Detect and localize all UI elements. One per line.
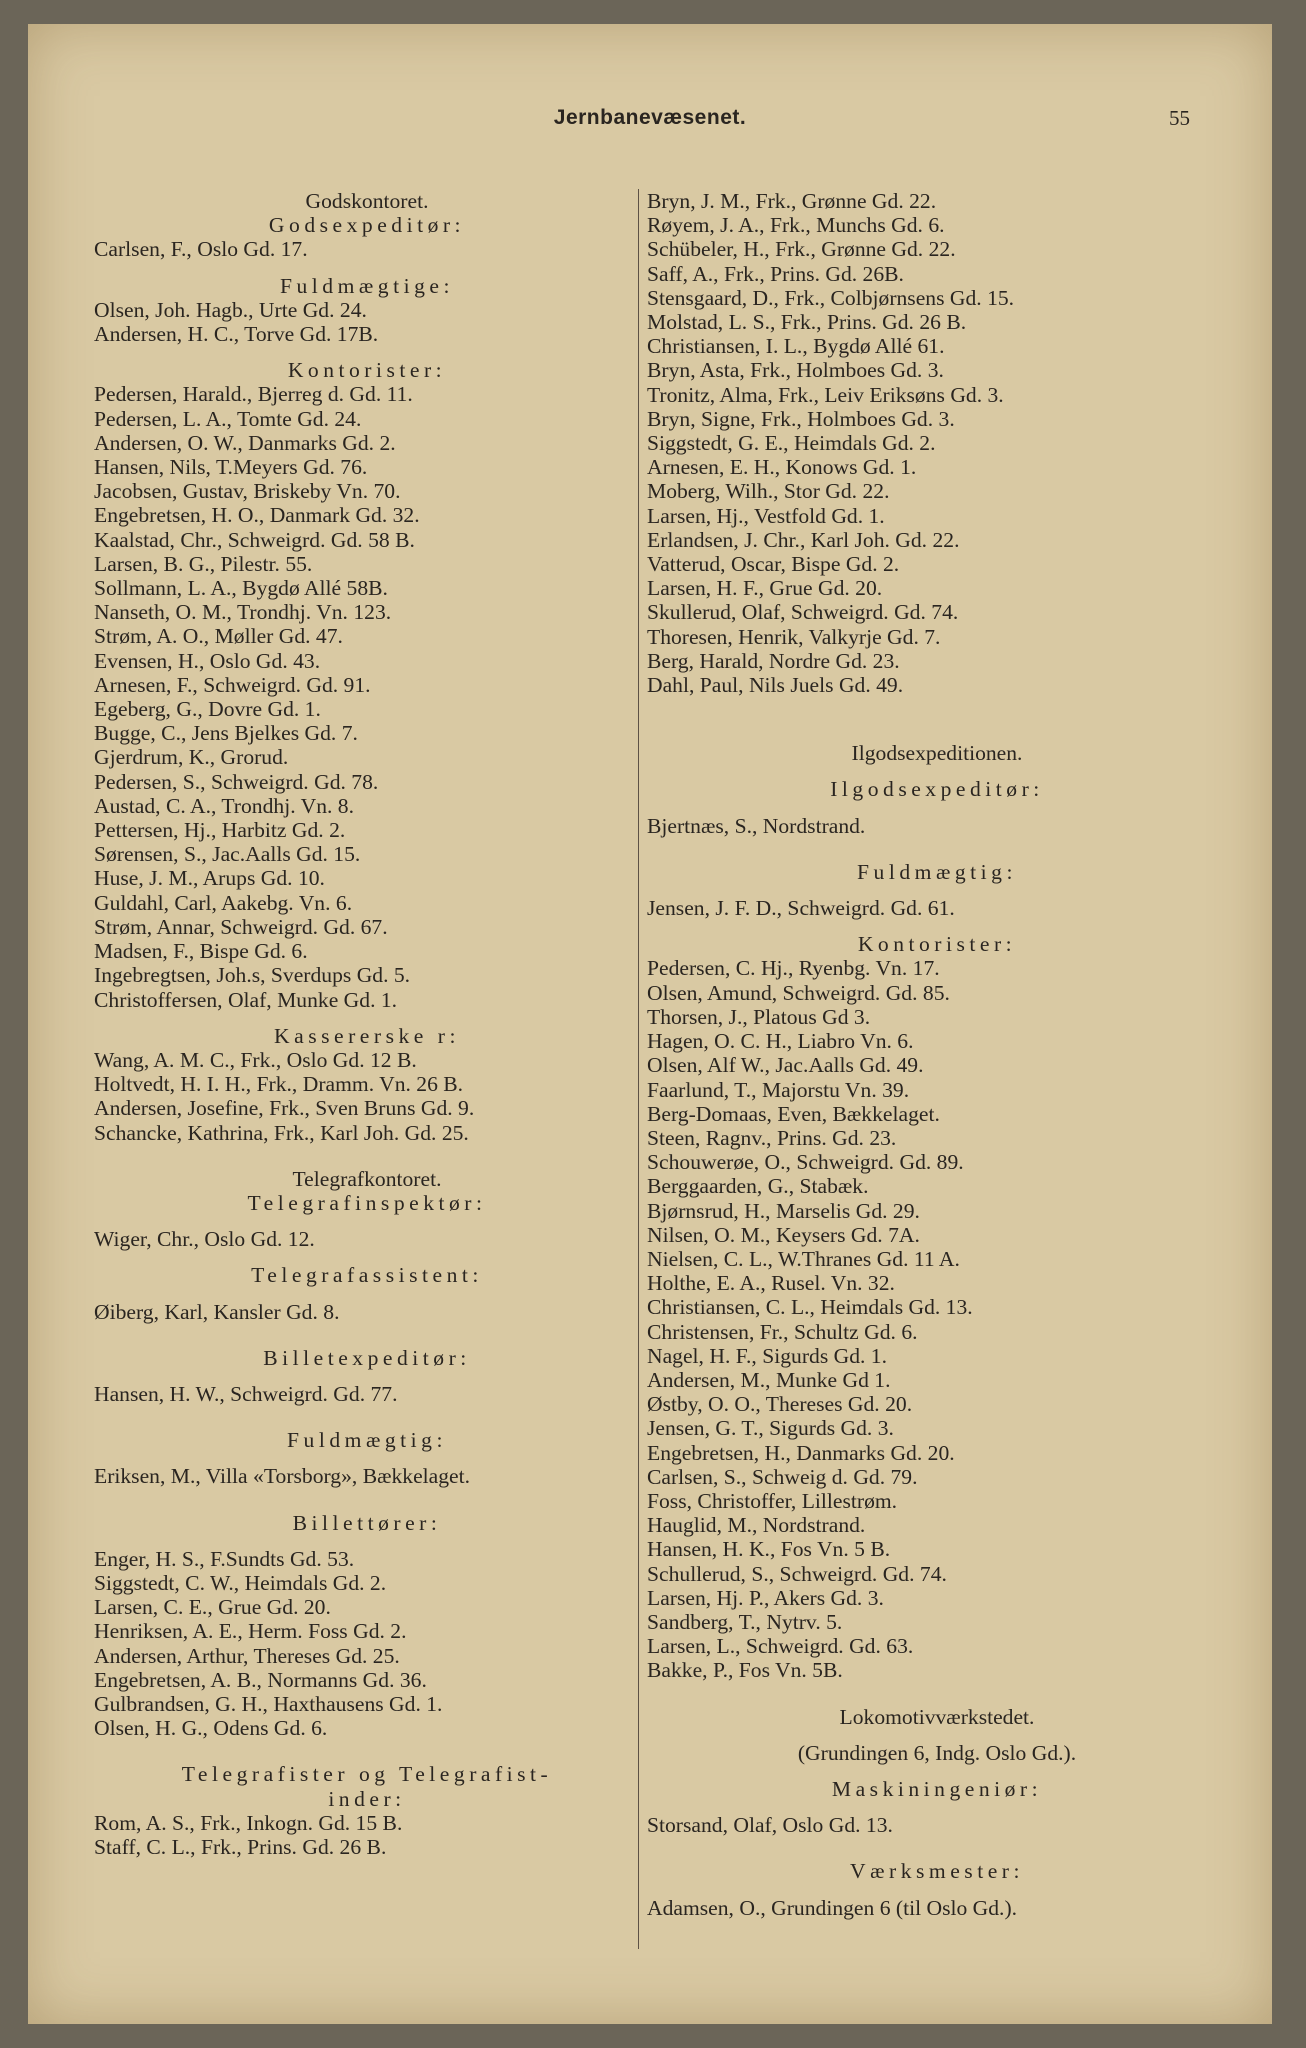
directory-entry: Molstad, L. S., Frk., Prins. Gd. 26 B. [647, 310, 967, 335]
directory-entry: Pettersen, Hj., Harbitz Gd. 2. [94, 818, 346, 843]
subheading: Kontorister: [287, 358, 447, 383]
directory-entry: Røyem, J. A., Frk., Munchs Gd. 6. [647, 213, 945, 238]
subheading: Billettører: [292, 1510, 442, 1535]
directory-entry: Christensen, Fr., Schultz Gd. 6. [647, 1319, 918, 1344]
directory-entry: Schübeler, H., Frk., Grønne Gd. 22. [647, 237, 956, 262]
directory-entry: Sandberg, T., Nytrv. 5. [647, 1609, 843, 1634]
directory-entry: Berg, Harald, Nordre Gd. 23. [647, 648, 900, 673]
directory-entry: Wang, A. M. C., Frk., Oslo Gd. 12 B. [94, 1047, 417, 1072]
directory-entry: Gjerdrum, K., Grorud. [94, 745, 289, 770]
running-header [28, 106, 1272, 146]
directory-entry: Olsen, H. G., Odens Gd. 6. [94, 1716, 328, 1741]
entry-list [94, 1227, 640, 1251]
directory-entry: Jensen, J. F. D., Schweigrd. Gd. 61. [647, 896, 955, 921]
entry-list [647, 189, 1227, 697]
directory-entry: Madsen, F., Bispe Gd. 6. [94, 939, 308, 964]
entry-list [94, 1464, 640, 1488]
subheading: Billetexpeditør: [263, 1345, 471, 1370]
directory-entry: Bryn, Asta, Frk., Holmboes Gd. 3. [647, 358, 944, 383]
directory-entry: Steen, Ragnv., Prins. Gd. 23. [647, 1125, 897, 1150]
subheading: Telegrafassistent: [251, 1263, 483, 1288]
directory-entry: Schancke, Kathrina, Frk., Karl Joh. Gd. 25. [94, 1120, 469, 1145]
directory-entry: Jacobsen, Gustav, Briskeby Vn. 70. [94, 479, 401, 504]
directory-entry: Schullerud, S., Schweigrd. Gd. 74. [647, 1561, 947, 1586]
directory-entry: Stensgaard, D., Frk., Colbjørnsens Gd. 15. [647, 285, 1015, 310]
section-title: Lokomotivværkstedet. [839, 1704, 1035, 1729]
section-title: Telegrafkontoret. [292, 1166, 442, 1191]
directory-entry: Larsen, L., Schweigrd. Gd. 63. [647, 1634, 914, 1659]
page [28, 24, 1272, 2024]
entry-list [94, 1048, 640, 1145]
directory-entry: Berg-Domaas, Even, Bækkelaget. [647, 1101, 940, 1126]
directory-entry: Faarlund, T., Majorstu Vn. 39. [647, 1077, 910, 1102]
directory-entry: Sollmann, L. A., Bygdø Allé 58B. [94, 576, 388, 601]
directory-entry: Egeberg, G., Dovre Gd. 1. [94, 697, 321, 722]
directory-entry: Thoresen, Henrik, Valkyrje Gd. 7. [647, 624, 941, 649]
directory-entry: Larsen, C. E., Grue Gd. 20. [94, 1595, 331, 1620]
directory-entry: Huse, J. M., Arups Gd. 10. [94, 866, 325, 891]
directory-entry: Jensen, G. T., Sigurds Gd. 3. [647, 1416, 894, 1441]
directory-entry: Nanseth, O. M., Trondhj. Vn. 123. [94, 600, 392, 625]
entry-list [94, 382, 640, 1011]
directory-entry: Strøm, A. O., Møller Gd. 47. [94, 624, 343, 649]
subheading: Maskiningeniør: [831, 1776, 1043, 1801]
directory-entry: Austad, C. A., Trondhj. Vn. 8. [94, 793, 354, 818]
directory-entry: Andersen, H. C., Torve Gd. 17B. [94, 322, 379, 347]
directory-entry: Siggstedt, G. E., Heimdals Gd. 2. [647, 431, 936, 456]
directory-entry: Henriksen, A. E., Herm. Foss Gd. 2. [94, 1619, 407, 1644]
directory-entry: Erlandsen, J. Chr., Karl Joh. Gd. 22. [647, 527, 960, 552]
entry-list [647, 1813, 1227, 1837]
entry-list [647, 896, 1227, 920]
directory-entry: Thorsen, J., Platous Gd 3. [647, 1004, 871, 1029]
directory-entry: Berggaarden, G., Stabæk. [647, 1174, 869, 1199]
subheading: Værksmester: [850, 1859, 1024, 1884]
directory-entry: Pedersen, C. Hj., Ryenbg. Vn. 17. [647, 956, 940, 981]
directory-entry: Kaalstad, Chr., Schweigrd. Gd. 58 B. [94, 527, 415, 552]
directory-entry: Olsen, Alf W., Jac.Aalls Gd. 49. [647, 1053, 924, 1078]
entry-list [94, 1547, 640, 1741]
directory-entry: Engebretsen, H. O., Danmark Gd. 32. [94, 503, 420, 528]
directory-entry: Bryn, Signe, Frk., Holmboes Gd. 3. [647, 406, 955, 431]
directory-entry: Larsen, H. F., Grue Gd. 20. [647, 576, 883, 601]
directory-entry: Eriksen, M., Villa «Torsborg», Bækkelaget. [94, 1464, 471, 1489]
directory-entry: Øiberg, Karl, Kansler Gd. 8. [94, 1299, 340, 1324]
directory-entry: Andersen, Arthur, Thereses Gd. 25. [94, 1643, 400, 1668]
directory-entry: Hansen, Nils, T.Meyers Gd. 76. [94, 455, 368, 480]
directory-entry: Holthe, E. A., Rusel. Vn. 32. [647, 1271, 895, 1296]
directory-entry: Guldahl, Carl, Aakebg. Vn. 6. [94, 890, 353, 915]
directory-entry: Sørensen, S., Jac.Aalls Gd. 15. [94, 842, 361, 867]
directory-entry: Andersen, Josefine, Frk., Sven Bruns Gd. 9. [94, 1096, 475, 1121]
directory-entry: Storsand, Olaf, Oslo Gd. 13. [647, 1813, 893, 1838]
directory-entry: Larsen, B. G., Pilestr. 55. [94, 551, 313, 576]
directory-entry: Østby, O. O., Thereses Gd. 20. [647, 1392, 913, 1417]
directory-entry: Larsen, Hj. P., Akers Gd. 3. [647, 1585, 884, 1610]
directory-entry: Christoffersen, Olaf, Munke Gd. 1. [94, 987, 398, 1012]
directory-entry: Gulbrandsen, G. H., Haxthausens Gd. 1. [94, 1691, 443, 1716]
directory-entry: Nagel, H. F., Sigurds Gd. 1. [647, 1343, 887, 1368]
directory-entry: Bugge, C., Jens Bjelkes Gd. 7. [94, 721, 358, 746]
directory-entry: Christiansen, C. L., Heimdals Gd. 13. [647, 1295, 973, 1320]
section-title: Ilgodsexpeditionen. [851, 741, 1023, 766]
entry-list [94, 1811, 640, 1859]
subheading: Godsexpeditør: [268, 213, 466, 238]
entry-list [94, 298, 640, 346]
directory-entry: Nilsen, O. M., Keysers Gd. 7A. [647, 1222, 920, 1247]
directory-entry: Andersen, M., Munke Gd 1. [647, 1367, 891, 1392]
directory-entry: Olsen, Joh. Hagb., Urte Gd. 24. [94, 297, 367, 322]
directory-entry: Pedersen, Harald., Bjerreg d. Gd. 11. [94, 382, 413, 407]
directory-entry: Arnesen, E. H., Konows Gd. 1. [647, 455, 917, 480]
directory-entry: Carlsen, F., Oslo Gd. 17. [94, 237, 308, 262]
subheading: Telegrafister og Telegrafist- [181, 1762, 553, 1787]
directory-entry: Pedersen, S., Schweigrd. Gd. 78. [94, 769, 379, 794]
directory-entry: Hagen, O. C. H., Liabro Vn. 6. [647, 1029, 914, 1054]
left-column [94, 189, 640, 1859]
directory-entry: Foss, Christoffer, Lillestrøm. [647, 1488, 898, 1513]
directory-entry: Bjertnæs, S., Nordstrand. [647, 813, 866, 838]
subheading: Fuldmægtige: [280, 273, 454, 298]
directory-entry: Vatterud, Oscar, Bispe Gd. 2. [647, 552, 900, 577]
directory-entry: Holtvedt, H. I. H., Frk., Dramm. Vn. 26 B. [94, 1072, 464, 1097]
entry-list [94, 1300, 640, 1324]
entry-list [647, 956, 1227, 1682]
directory-entry: Hauglid, M., Nordstrand. [647, 1513, 866, 1538]
directory-entry: Schouwerøe, O., Schweigrd. Gd. 89. [647, 1150, 964, 1175]
section-title: Godskontoret. [305, 189, 429, 213]
directory-entry: Hansen, H. K., Fos Vn. 5 B. [647, 1537, 891, 1562]
entry-list [94, 1382, 640, 1406]
directory-entry: Skullerud, Olaf, Schweigrd. Gd. 74. [647, 600, 959, 625]
directory-entry: Carlsen, S., Schweig d. Gd. 79. [647, 1464, 918, 1489]
directory-entry: Adamsen, O., Grundingen 6 (til Oslo Gd.). [647, 1895, 1018, 1920]
directory-entry: Nielsen, C. L., W.Thranes Gd. 11 A. [647, 1246, 960, 1271]
directory-entry: Moberg, Wilh., Stor Gd. 22. [647, 479, 890, 504]
subheading: Ilgodsexpeditør: [830, 777, 1044, 802]
directory-entry: Larsen, Hj., Vestfold Gd. 1. [647, 503, 885, 528]
page-number: 55 [1169, 106, 1190, 130]
subheading: Fuldmægtig: [287, 1428, 447, 1453]
subheading: Fuldmægtig: [857, 859, 1017, 884]
directory-entry: Olsen, Amund, Schweigrd. Gd. 85. [647, 980, 950, 1005]
directory-entry: Evensen, H., Oslo Gd. 43. [94, 648, 321, 673]
directory-entry: Siggstedt, C. W., Heimdals Gd. 2. [94, 1570, 387, 1595]
entry-list [94, 237, 640, 261]
directory-entry: Pedersen, L. A., Tomte Gd. 24. [94, 406, 362, 431]
directory-entry: Ingebregtsen, Joh.s, Sverdups Gd. 5. [94, 963, 411, 988]
directory-entry: Arnesen, F., Schweigrd. Gd. 91. [94, 672, 371, 697]
directory-entry: Tronitz, Alma, Frk., Leiv Eriksøns Gd. 3. [647, 382, 1004, 407]
directory-entry: Bakke, P., Fos Vn. 5B. [647, 1658, 843, 1683]
directory-entry: Staff, C. L., Frk., Prins. Gd. 26 B. [94, 1834, 387, 1859]
directory-entry: Hansen, H. W., Schweigrd. Gd. 77. [94, 1381, 398, 1406]
directory-entry: Engebretsen, A. B., Normanns Gd. 36. [94, 1667, 427, 1692]
directory-entry: Strøm, Annar, Schweigrd. Gd. 67. [94, 914, 388, 939]
right-column [638, 189, 1227, 1949]
subheading: Telegrafinspektør: [247, 1190, 487, 1215]
directory-entry: Bjørnsrud, H., Marselis Gd. 29. [647, 1198, 920, 1223]
directory-entry: Christiansen, I. L., Bygdø Allé 61. [647, 334, 945, 359]
subheading-continued: inder: [328, 1786, 406, 1811]
directory-entry: Saff, A., Frk., Prins. Gd. 26B. [647, 261, 904, 286]
directory-entry: Enger, H. S., F.Sundts Gd. 53. [94, 1546, 355, 1571]
subheading: Kontorister: [857, 932, 1017, 957]
entry-list [647, 814, 1227, 838]
entry-list [647, 1896, 1227, 1920]
directory-entry: Wiger, Chr., Oslo Gd. 12. [94, 1227, 315, 1252]
page-title: Jernbanevæsenet. [553, 106, 747, 129]
directory-entry: Dahl, Paul, Nils Juels Gd. 49. [647, 673, 904, 698]
section-address: (Grundingen 6, Indg. Oslo Gd.). [797, 1740, 1077, 1765]
directory-entry: Engebretsen, H., Danmarks Gd. 20. [647, 1440, 955, 1465]
directory-entry: Andersen, O. W., Danmarks Gd. 2. [94, 430, 396, 455]
directory-entry: Rom, A. S., Frk., Inkogn. Gd. 15 B. [94, 1810, 403, 1835]
directory-entry: Bryn, J. M., Frk., Grønne Gd. 22. [647, 189, 937, 213]
subheading: Kassererske r: [274, 1023, 460, 1048]
